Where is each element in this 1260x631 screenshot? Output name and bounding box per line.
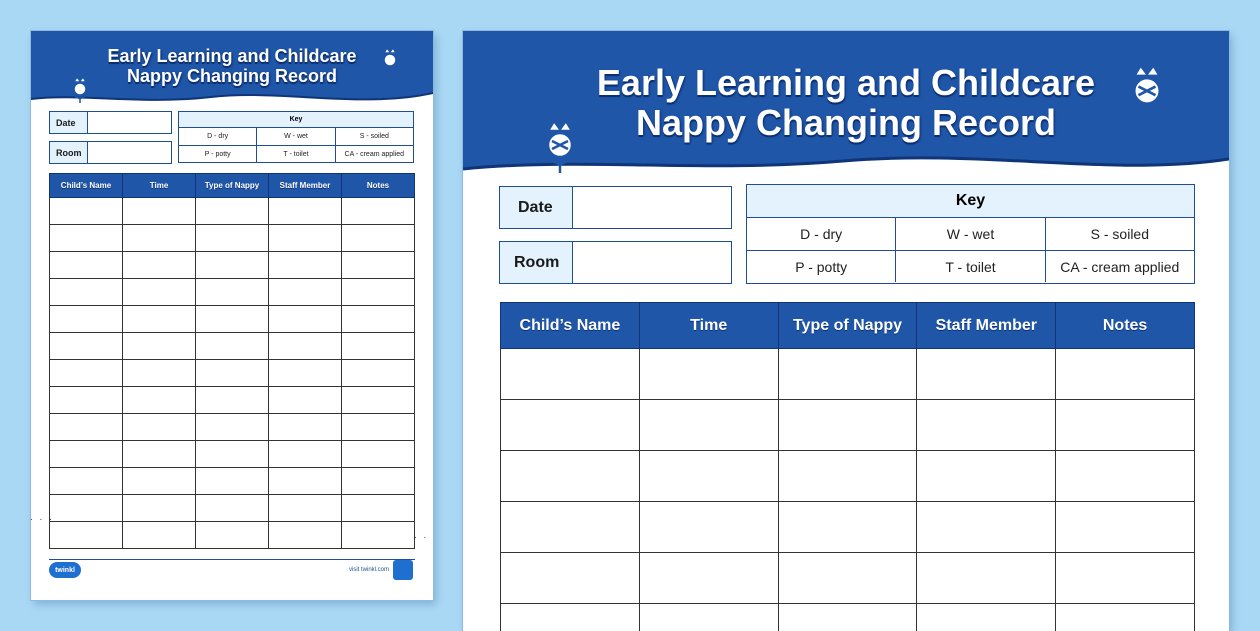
table-cell[interactable] — [50, 495, 123, 522]
table-cell[interactable] — [778, 451, 917, 502]
small-key-box — [178, 111, 414, 163]
table-cell[interactable] — [342, 522, 415, 549]
table-cell[interactable] — [50, 441, 123, 468]
small-key-item: CA - cream applied — [336, 146, 413, 162]
small-date-box — [49, 111, 172, 134]
table-cell[interactable] — [123, 333, 196, 360]
small-room-box — [49, 141, 172, 164]
table-cell[interactable] — [342, 468, 415, 495]
table-cell[interactable] — [342, 306, 415, 333]
table-cell[interactable] — [778, 400, 917, 451]
small-key-item: W - wet — [257, 128, 335, 145]
table-cell[interactable] — [123, 225, 196, 252]
small-col-header: Notes — [342, 174, 415, 198]
table-row — [50, 522, 415, 549]
table-cell[interactable] — [123, 414, 196, 441]
small-title — [31, 47, 433, 87]
table-cell[interactable] — [123, 360, 196, 387]
table-cell[interactable] — [342, 198, 415, 225]
table-cell[interactable] — [50, 522, 123, 549]
date-label: Date — [500, 187, 573, 228]
table-row — [501, 451, 1195, 502]
col-header-childs-name: Child’s Name — [501, 303, 640, 349]
table-cell[interactable] — [639, 502, 778, 553]
large-sheet — [463, 31, 1229, 631]
table-cell[interactable] — [196, 252, 269, 279]
table-cell[interactable] — [269, 279, 342, 306]
table-cell[interactable] — [1056, 400, 1195, 451]
date-box — [499, 186, 732, 229]
table-row — [50, 225, 415, 252]
table-cell[interactable] — [778, 502, 917, 553]
table-cell[interactable] — [778, 349, 917, 400]
small-footer-rule — [49, 559, 415, 560]
table-cell[interactable] — [342, 360, 415, 387]
small-key-item: D - dry — [179, 128, 257, 145]
table-cell[interactable] — [269, 306, 342, 333]
table-cell[interactable] — [196, 468, 269, 495]
table-cell[interactable] — [342, 225, 415, 252]
small-col-header: Child’s Name — [50, 174, 123, 198]
table-cell[interactable] — [1056, 349, 1195, 400]
table-cell[interactable] — [501, 604, 640, 631]
table-cell[interactable] — [269, 387, 342, 414]
record-table — [500, 302, 1195, 631]
table-cell[interactable] — [917, 349, 1056, 400]
table-cell[interactable] — [501, 553, 640, 604]
table-row — [501, 604, 1195, 631]
small-sheet-preview — [31, 31, 433, 600]
table-row — [50, 333, 415, 360]
key-item-wet: W - wet — [896, 218, 1045, 250]
thistle-icon — [379, 46, 401, 81]
key-item-potty: P - potty — [747, 251, 896, 282]
table-row — [50, 306, 415, 333]
table-cell[interactable] — [196, 225, 269, 252]
dotted-connector: . . . — [30, 512, 54, 523]
table-cell[interactable] — [123, 522, 196, 549]
key-heading: Key — [747, 185, 1194, 218]
table-row — [501, 349, 1195, 400]
table-cell[interactable] — [50, 387, 123, 414]
table-cell[interactable] — [50, 333, 123, 360]
small-title-line2: Nappy Changing Record — [31, 67, 433, 87]
table-row — [501, 553, 1195, 604]
table-cell[interactable] — [501, 400, 640, 451]
key-item-cream: CA - cream applied — [1046, 251, 1194, 282]
table-cell[interactable] — [778, 553, 917, 604]
table-cell[interactable] — [50, 414, 123, 441]
room-field[interactable] — [573, 242, 731, 283]
small-key-heading: Key — [179, 112, 413, 128]
table-cell[interactable] — [342, 495, 415, 522]
date-field[interactable] — [573, 187, 731, 228]
table-cell[interactable] — [196, 198, 269, 225]
table-cell[interactable] — [639, 400, 778, 451]
table-cell[interactable] — [342, 252, 415, 279]
table-cell[interactable] — [501, 502, 640, 553]
table-cell[interactable] — [342, 441, 415, 468]
table-row — [50, 198, 415, 225]
small-title-line1: Early Learning and Childcare — [31, 47, 433, 67]
table-cell[interactable] — [342, 333, 415, 360]
table-cell[interactable] — [123, 387, 196, 414]
small-room-field[interactable] — [88, 142, 171, 163]
table-cell[interactable] — [50, 252, 123, 279]
dotted-connector: . . — [414, 530, 428, 541]
table-row — [50, 279, 415, 306]
room-box — [499, 241, 732, 284]
thistle-icon — [1123, 61, 1171, 130]
twinkl-badge-icon — [393, 560, 413, 580]
table-cell[interactable] — [196, 306, 269, 333]
table-cell[interactable] — [269, 198, 342, 225]
table-cell[interactable] — [269, 522, 342, 549]
table-cell[interactable] — [50, 225, 123, 252]
table-cell[interactable] — [269, 225, 342, 252]
table-cell[interactable] — [196, 333, 269, 360]
table-cell[interactable] — [123, 252, 196, 279]
table-cell[interactable] — [639, 553, 778, 604]
table-cell[interactable] — [1056, 502, 1195, 553]
table-cell[interactable] — [50, 360, 123, 387]
table-cell[interactable] — [778, 604, 917, 631]
table-cell[interactable] — [917, 400, 1056, 451]
table-row — [501, 400, 1195, 451]
table-cell[interactable] — [123, 279, 196, 306]
table-cell[interactable] — [501, 451, 640, 502]
table-cell[interactable] — [501, 349, 640, 400]
col-header-notes: Notes — [1056, 303, 1195, 349]
table-row — [50, 387, 415, 414]
table-cell[interactable] — [342, 414, 415, 441]
table-cell[interactable] — [639, 349, 778, 400]
table-cell[interactable] — [269, 360, 342, 387]
table-cell[interactable] — [196, 414, 269, 441]
key-item-toilet: T - toilet — [896, 251, 1045, 282]
thistle-icon — [538, 117, 582, 182]
table-cell[interactable] — [196, 360, 269, 387]
table-cell[interactable] — [123, 306, 196, 333]
table-row — [50, 252, 415, 279]
table-cell[interactable] — [269, 495, 342, 522]
table-cell[interactable] — [917, 502, 1056, 553]
small-key-item: T - toilet — [257, 146, 335, 162]
table-cell[interactable] — [639, 604, 778, 631]
small-col-header: Staff Member — [269, 174, 342, 198]
table-cell[interactable] — [342, 387, 415, 414]
table-row — [50, 360, 415, 387]
table-cell[interactable] — [50, 468, 123, 495]
col-header-time: Time — [639, 303, 778, 349]
table-cell[interactable] — [196, 495, 269, 522]
thistle-icon — [69, 75, 91, 110]
table-cell[interactable] — [123, 495, 196, 522]
col-header-type-of-nappy: Type of Nappy — [778, 303, 917, 349]
table-cell[interactable] — [123, 198, 196, 225]
table-cell[interactable] — [269, 468, 342, 495]
small-col-header: Time — [123, 174, 196, 198]
table-row — [50, 441, 415, 468]
col-header-staff-member: Staff Member — [917, 303, 1056, 349]
table-cell[interactable] — [269, 414, 342, 441]
table-cell[interactable] — [1056, 604, 1195, 631]
table-cell[interactable] — [342, 279, 415, 306]
small-col-header: Type of Nappy — [196, 174, 269, 198]
table-cell[interactable] — [50, 198, 123, 225]
table-cell[interactable] — [917, 604, 1056, 631]
table-cell[interactable] — [269, 441, 342, 468]
table-cell[interactable] — [1056, 553, 1195, 604]
small-key-item: P - potty — [179, 146, 257, 162]
table-cell[interactable] — [50, 279, 123, 306]
small-key-item: S - soiled — [336, 128, 413, 145]
large-title-line1: Early Learning and Childcare — [463, 63, 1229, 103]
table-cell[interactable] — [1056, 451, 1195, 502]
small-room-label: Room — [50, 142, 88, 163]
key-item-soiled: S - soiled — [1046, 218, 1194, 250]
twinkl-logo-icon: twinkl — [49, 562, 81, 578]
table-cell[interactable] — [196, 441, 269, 468]
visit-link[interactable]: visit twinkl.com — [349, 567, 389, 573]
table-cell[interactable] — [123, 468, 196, 495]
small-date-label: Date — [50, 112, 88, 133]
key-item-dry: D - dry — [747, 218, 896, 250]
table-cell[interactable] — [196, 387, 269, 414]
table-cell[interactable] — [269, 252, 342, 279]
room-label: Room — [500, 242, 573, 283]
large-title-line2: Nappy Changing Record — [463, 103, 1229, 143]
table-cell[interactable] — [50, 306, 123, 333]
table-row — [50, 495, 415, 522]
table-cell[interactable] — [917, 553, 1056, 604]
table-row — [50, 414, 415, 441]
small-record-table — [49, 173, 415, 549]
key-box — [746, 184, 1195, 284]
table-cell[interactable] — [269, 333, 342, 360]
table-cell[interactable] — [639, 451, 778, 502]
table-cell[interactable] — [123, 441, 196, 468]
table-row — [501, 502, 1195, 553]
table-cell[interactable] — [196, 522, 269, 549]
table-cell[interactable] — [917, 451, 1056, 502]
small-date-field[interactable] — [88, 112, 171, 133]
table-row — [50, 468, 415, 495]
table-cell[interactable] — [196, 279, 269, 306]
